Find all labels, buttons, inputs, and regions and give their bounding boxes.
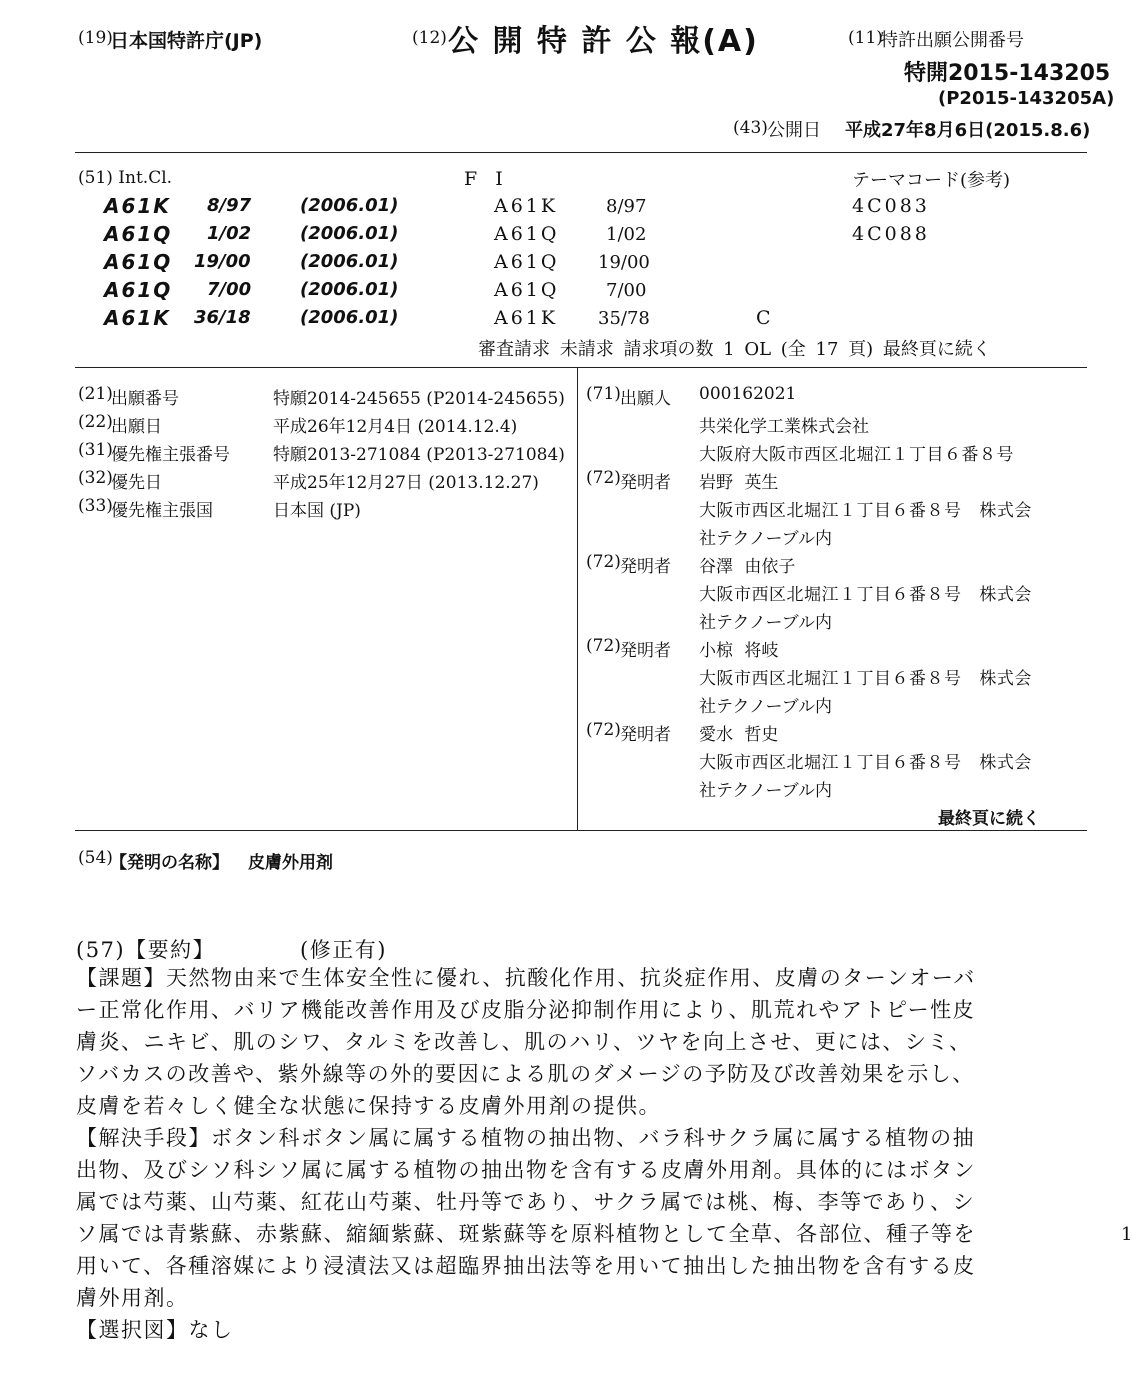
ipc-class-5: A61K — [104, 306, 171, 330]
abstract-line-6: 【解決手段】ボタン科ボタン属に属する植物の抽出物、バラ科サクラ属に属する植物の抽 — [76, 1126, 976, 1150]
ipc-code-4: 7/00 — [207, 279, 252, 300]
country-num: (19) — [78, 28, 113, 48]
inventor-1-name: 岩野 英生 — [699, 473, 779, 493]
ipc-version-4: (2006.01) — [300, 279, 399, 300]
ipc-version-3: (2006.01) — [300, 251, 399, 272]
inventor-2-name: 谷澤 由依子 — [699, 557, 796, 577]
publication-number: 特開2015-143205 — [904, 61, 1111, 86]
app-label-22: 出願日 — [111, 417, 162, 437]
title-num: (54) — [78, 848, 113, 868]
inventor-1-address-2: 社テクノーブル内 — [699, 529, 832, 549]
fi-class-1: A61K — [494, 195, 559, 217]
ipc-version-2: (2006.01) — [300, 223, 399, 244]
inventor-3-address-2: 社テクノーブル内 — [699, 697, 832, 717]
publication-date: 平成27年8月6日(2015.8.6) — [845, 120, 1091, 141]
inventor-4-name: 愛水 哲史 — [699, 725, 779, 745]
pubdate-label: 公開日 — [767, 120, 821, 141]
abstract-line-8: 属では芍薬、山芍薬、紅花山芍薬、牡丹等であり、サクラ属では桃、梅、李等であり、シ — [76, 1190, 976, 1214]
fi-code-2: 1/02 — [606, 224, 647, 245]
country: 日本国特許庁(JP) — [110, 30, 263, 52]
app-num-31: (31) — [78, 440, 113, 460]
app-num-21: (21) — [78, 384, 113, 404]
fi-class-3: A61Q — [494, 251, 560, 273]
app-label-32: 優先日 — [111, 473, 162, 493]
ipc-code-5: 36/18 — [194, 307, 251, 328]
applicant-label: 出願人 — [620, 389, 671, 409]
abstract-line-5: 皮膚を若々しく健全な状態に保持する皮膚外用剤の提供。 — [76, 1094, 661, 1118]
invention-title: 皮膚外用剤 — [248, 853, 333, 873]
app-value-33: 日本国 (JP) — [273, 501, 361, 521]
fi-code-1: 8/97 — [606, 196, 647, 217]
fi-class-2: A61Q — [494, 223, 560, 245]
fi-label: F I — [464, 168, 509, 190]
ipc-code-2: 1/02 — [207, 223, 252, 244]
fi-suffix-5: C — [756, 307, 771, 329]
ipc-class-3: A61Q — [104, 250, 173, 274]
inventor-4-num: (72) — [586, 720, 621, 740]
divider-mid — [75, 367, 1087, 368]
fi-code-4: 7/00 — [606, 280, 647, 301]
ipc-class-1: A61K — [104, 194, 171, 218]
divider-top — [75, 152, 1087, 153]
continued-note: 最終頁に続く — [938, 809, 1040, 829]
app-label-21: 出願番号 — [111, 389, 179, 409]
applicant-name: 共栄化学工業株式会社 — [699, 417, 869, 437]
abstract-line-9: ソ属では青紫蘇、赤紫蘇、縮緬紫蘇、斑紫蘇等を原料植物として全草、各部位、種子等を — [76, 1222, 976, 1246]
abstract-line-1: 【課題】天然物由来で生体安全性に優れ、抗酸化作用、抗炎症作用、皮膚のターンオーバ — [76, 966, 976, 990]
app-value-22: 平成26年12月4日 (2014.12.4) — [273, 417, 518, 437]
document-kind: 公 開 特 許 公 報(A) — [448, 24, 759, 59]
abstract-line-7: 出物、及びシソ科シソ属に属する植物の抽出物を含有する皮膚外用剤。具体的にはボタン — [76, 1158, 976, 1182]
ipc-code-3: 19/00 — [194, 251, 251, 272]
title-label: 【発明の名称】 — [110, 853, 229, 873]
applicant-code: 000162021 — [699, 384, 797, 404]
app-value-21: 特願2014-245655 (P2014-245655) — [273, 389, 565, 409]
inventor-2-address-2: 社テクノーブル内 — [699, 613, 832, 633]
fi-code-3: 19/00 — [598, 252, 650, 273]
inventor-3-address: 大阪市西区北堀江１丁目６番８号 株式会 — [699, 669, 1032, 689]
inventor-4-label: 発明者 — [620, 725, 671, 745]
pubdate-num: (43) — [733, 118, 768, 138]
pubnum-label-num: (11) — [848, 28, 883, 48]
abstract-line-4: ソバカスの改善や、紫外線等の外的要因による肌のダメージの予防及び改善効果を示し、 — [76, 1062, 975, 1086]
inventor-1-address: 大阪市西区北堀江１丁目６番８号 株式会 — [699, 501, 1032, 521]
theme-code-2: 4C088 — [852, 223, 930, 245]
applicant-num: (71) — [586, 384, 621, 404]
abstract-line-10: 用いて、各種溶媒により浸漬法又は超臨界抽出法等を用いて抽出した抽出物を含有する皮 — [76, 1254, 976, 1278]
applicant-address: 大阪府大阪市西区北堀江１丁目６番８号 — [699, 445, 1014, 465]
app-num-33: (33) — [78, 496, 113, 516]
fi-class-4: A61Q — [494, 279, 560, 301]
intcl-label: (51) Int.Cl. — [78, 168, 173, 188]
abstract-line-3: 膚炎、ニキビ、肌のシワ、タルミを改善し、肌のハリ、ツヤを向上させ、更には、シミ、 — [76, 1030, 972, 1054]
margin-line-number: 1 — [1121, 1224, 1132, 1245]
pubnum-label: 特許出願公開番号 — [880, 30, 1024, 51]
inventor-2-label: 発明者 — [620, 557, 671, 577]
app-label-33: 優先権主張国 — [111, 501, 213, 521]
app-value-32: 平成25年12月27日 (2013.12.27) — [273, 473, 539, 493]
abstract-line-12: 【選択図】なし — [76, 1318, 234, 1342]
ipc-version-5: (2006.01) — [300, 307, 399, 328]
app-num-22: (22) — [78, 412, 113, 432]
inventor-2-num: (72) — [586, 552, 621, 572]
ipc-class-4: A61Q — [104, 278, 173, 302]
ipc-class-2: A61Q — [104, 222, 173, 246]
inventor-4-address: 大阪市西区北堀江１丁目６番８号 株式会 — [699, 753, 1032, 773]
kind-num: (12) — [412, 28, 447, 48]
app-label-31: 優先権主張番号 — [111, 445, 230, 465]
inventor-3-num: (72) — [586, 636, 621, 656]
app-value-31: 特願2013-271084 (P2013-271084) — [273, 445, 565, 465]
inventor-2-address: 大阪市西区北堀江１丁目６番８号 株式会 — [699, 585, 1032, 605]
publication-number-alt: (P2015-143205A) — [938, 88, 1115, 109]
fi-class-5: A61K — [494, 307, 559, 329]
inventor-3-label: 発明者 — [620, 641, 671, 661]
inventor-1-label: 発明者 — [620, 473, 671, 493]
inventor-1-num: (72) — [586, 468, 621, 488]
app-num-32: (32) — [78, 468, 113, 488]
inventor-4-address-2: 社テクノーブル内 — [699, 781, 832, 801]
divider-bottom — [75, 830, 1087, 831]
abstract-line-11: 膚外用剤。 — [76, 1286, 189, 1310]
ipc-version-1: (2006.01) — [300, 195, 399, 216]
abstract-line-2: ー正常化作用、バリア機能改善作用及び皮脂分泌抑制作用により、肌荒れやアトピー性皮 — [76, 998, 976, 1022]
abstract-heading: (57)【要約】 — [76, 938, 216, 962]
themecode-label: テーマコード(参考) — [852, 170, 1011, 191]
abstract-amended: (修正有) — [300, 938, 387, 962]
column-divider — [577, 367, 578, 830]
examination-line: 審査請求 未請求 請求項の数 1 OL (全 17 頁) 最終頁に続く — [478, 339, 991, 360]
fi-code-5: 35/78 — [598, 308, 650, 329]
ipc-code-1: 8/97 — [207, 195, 252, 216]
inventor-3-name: 小椋 将岐 — [699, 641, 779, 661]
theme-code-1: 4C083 — [852, 195, 930, 217]
